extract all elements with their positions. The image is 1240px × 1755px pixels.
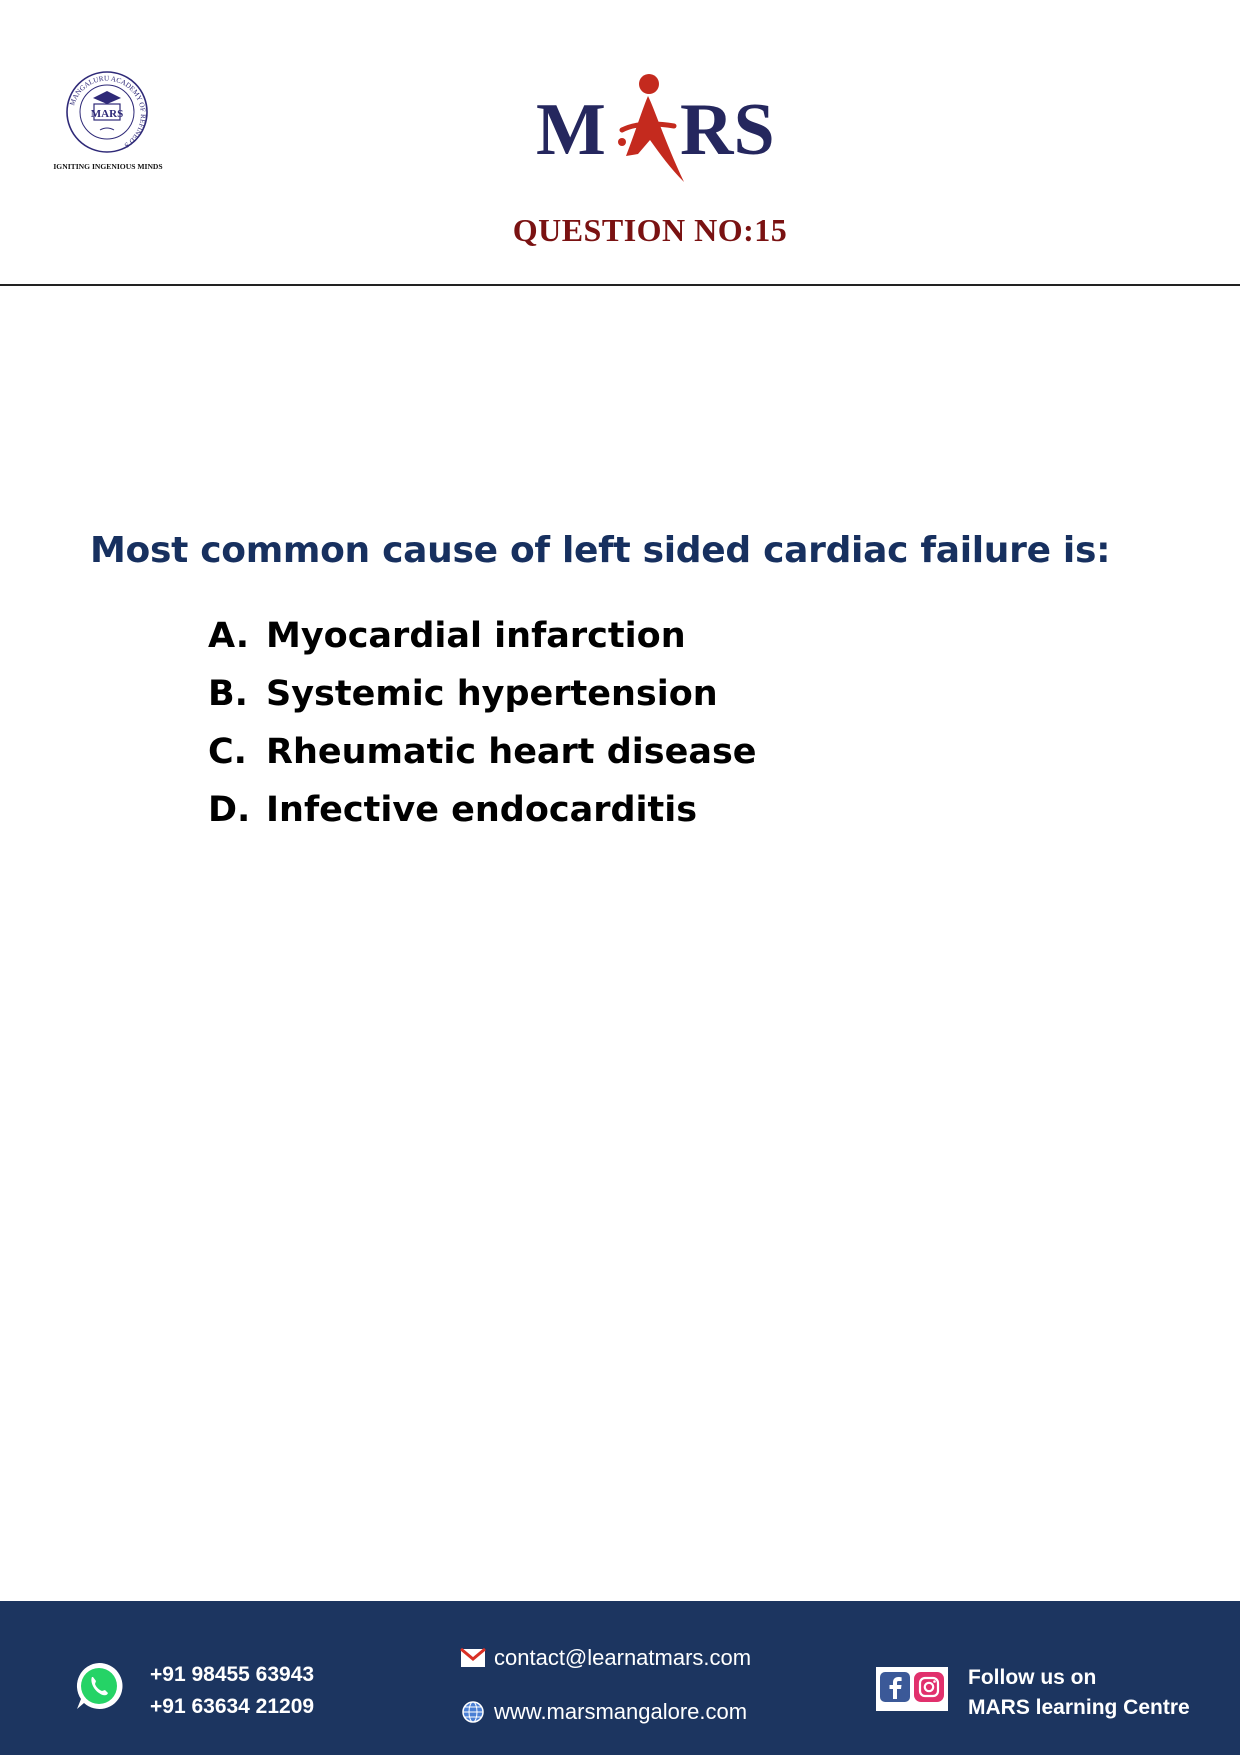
- email-link[interactable]: contact@learnatmars.com: [494, 1645, 752, 1670]
- option-b: [208, 665, 757, 723]
- option-text: Systemic hypertension: [266, 674, 718, 714]
- svg-text:RS: RS: [680, 89, 775, 171]
- globe-icon: [460, 1701, 486, 1723]
- option-text: Myocardial infarction: [266, 616, 686, 656]
- email-row: [460, 1645, 751, 1671]
- option-letter: C.: [208, 732, 247, 772]
- whatsapp-icon[interactable]: [72, 1659, 126, 1713]
- question-number: QUESTION NO:15: [512, 212, 788, 248]
- website-link[interactable]: www.marsmangalore.com: [494, 1699, 748, 1724]
- option-letter: B.: [208, 674, 248, 714]
- option-text: Rheumatic heart disease: [266, 732, 757, 772]
- mars-brand-logo: [532, 70, 792, 190]
- option-d: [208, 781, 757, 839]
- option-letter: A.: [208, 616, 250, 656]
- answer-options: [208, 607, 757, 839]
- mail-icon: [460, 1647, 486, 1669]
- follow-us-text: [968, 1663, 1190, 1723]
- follow-line-2[interactable]: MARS learning Centre: [968, 1696, 1190, 1719]
- academy-seal-logo: [52, 68, 164, 172]
- option-letter: D.: [208, 790, 251, 830]
- follow-line-1: Follow us on: [968, 1666, 1097, 1689]
- header-divider: [0, 284, 1240, 286]
- option-c: [208, 723, 757, 781]
- seal-tagline: IGNITING INGENIOUS MINDS: [53, 162, 163, 171]
- social-icons: [876, 1667, 948, 1711]
- footer-bar: [0, 1601, 1240, 1755]
- question-text: Most common cause of left sided cardiac failure is:: [90, 530, 1111, 571]
- phone-number-2[interactable]: +91 63634 21209: [150, 1695, 315, 1718]
- phone-number-1[interactable]: +91 98455 63943: [150, 1663, 315, 1686]
- seal-center-text: MARS: [90, 108, 124, 120]
- phone-numbers: [150, 1659, 314, 1723]
- option-text: Infective endocarditis: [266, 790, 698, 830]
- option-a: [208, 607, 757, 665]
- facebook-icon[interactable]: [880, 1672, 910, 1707]
- svg-text:M: M: [536, 89, 606, 171]
- seal-ring-text: MANGALURU ACADEMY OF REFINED S: [68, 74, 147, 150]
- website-row: [460, 1699, 747, 1725]
- instagram-icon[interactable]: [914, 1672, 944, 1707]
